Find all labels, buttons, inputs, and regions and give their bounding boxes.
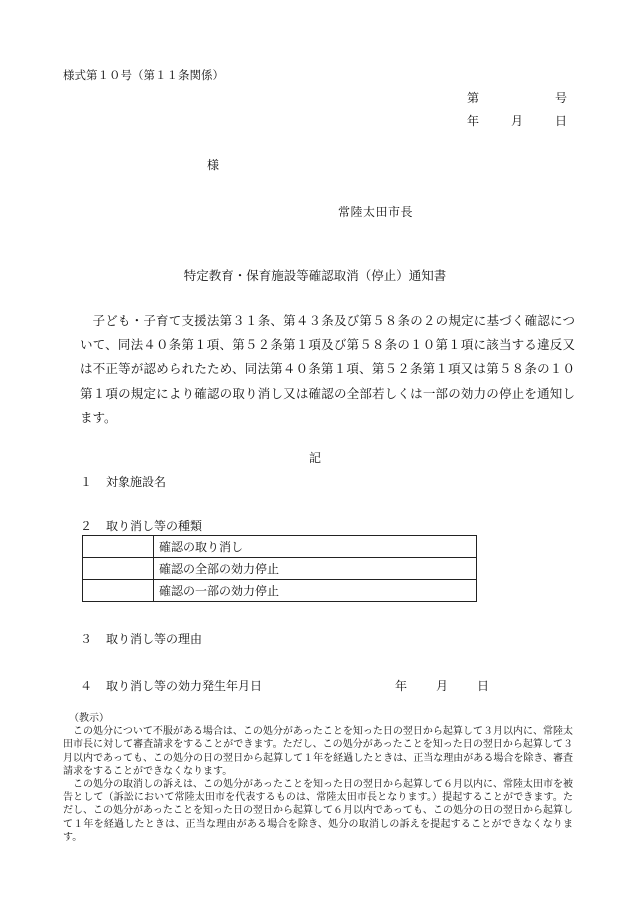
- cancellation-types-table: [82, 535, 477, 602]
- section-label: 取り消し等の理由: [106, 632, 203, 646]
- section-label: 対象施設名: [106, 475, 167, 489]
- notice-paragraph: この処分の取消しの訴えは、この処分があったことを知った日の翌日から起算して６月以内に、常陸太田市を被告として（訴訟において常陸太田市を代表するものは、常陸太田市長となります。）提起することができます。ただし、この処分があったことを知った日の翌日から起算して６月以内であっても、この処分の日の翌日から起算して１年を経過したときは、正当な理由がある場合を除き、処分の取消しの訴えを提起することができなくなります。: [63, 779, 573, 843]
- effective-date-day: 日: [477, 679, 490, 693]
- section-label: 取り消し等の効力発生年月日: [106, 679, 263, 693]
- doc-date-month: 月: [511, 114, 524, 128]
- doc-date-year: 年: [467, 114, 480, 128]
- section-number: ４: [80, 679, 93, 693]
- section-number: ３: [80, 632, 93, 646]
- type-label: 確認の取り消し: [154, 536, 477, 558]
- document-number: [467, 89, 567, 103]
- table-row: [83, 580, 477, 602]
- addressee: 様: [207, 158, 220, 172]
- checkbox-cell[interactable]: [83, 580, 154, 602]
- form-label: 様式第１０号（第１１条関係）: [63, 68, 224, 82]
- table-row: [83, 536, 477, 558]
- appeal-notice: [63, 712, 573, 844]
- section-label: 取り消し等の種類: [106, 519, 203, 533]
- section-number: ２: [80, 519, 93, 533]
- document-date: [467, 112, 567, 126]
- doc-number-suffix: 号: [555, 91, 568, 105]
- section-number: １: [80, 475, 93, 489]
- effective-date-month: 月: [436, 679, 449, 693]
- ki-heading: 記: [308, 451, 321, 465]
- body-text: 子ども・子育て支援法第３１条、第４３条及び第５８条の２の規定に基づく確認について、同法４０条第１項、第５２条第１項及び第５８条の１０第１項に該当する違反又は不正等が認められたため、同法第４０条第１項、第５２条第１項又は第５８条の１０第１項の規定により確認の取り消し又は確認の全部若しくは一部の効力の停止を通知します。: [80, 313, 575, 425]
- notice-heading: （教示）: [69, 713, 109, 724]
- checkbox-cell[interactable]: [83, 536, 154, 558]
- notice-paragraph: この処分について不服がある場合は、この処分があったことを知った日の翌日から起算して３月以内に、常陸太田市長に対して審査請求をすることができます。ただし、この処分があったことを知った日の翌日から起算して３月以内であっても、この処分の日の翌日から起算して１年を経過したときは、正当な理由がある場合を除き、審査請求をすることができなくなります。: [63, 726, 573, 777]
- document-title: 特定教育・保育施設等確認取消（停止）通知書: [183, 268, 447, 283]
- issuer: 常陸太田市長: [338, 205, 414, 219]
- type-label: 確認の全部の効力停止: [154, 558, 477, 580]
- table-row: [83, 558, 477, 580]
- effective-date-year: 年: [395, 679, 408, 693]
- doc-date-day: 日: [555, 114, 568, 128]
- checkbox-cell[interactable]: [83, 558, 154, 580]
- doc-number-prefix: 第: [467, 91, 480, 105]
- type-label: 確認の一部の効力停止: [154, 580, 477, 602]
